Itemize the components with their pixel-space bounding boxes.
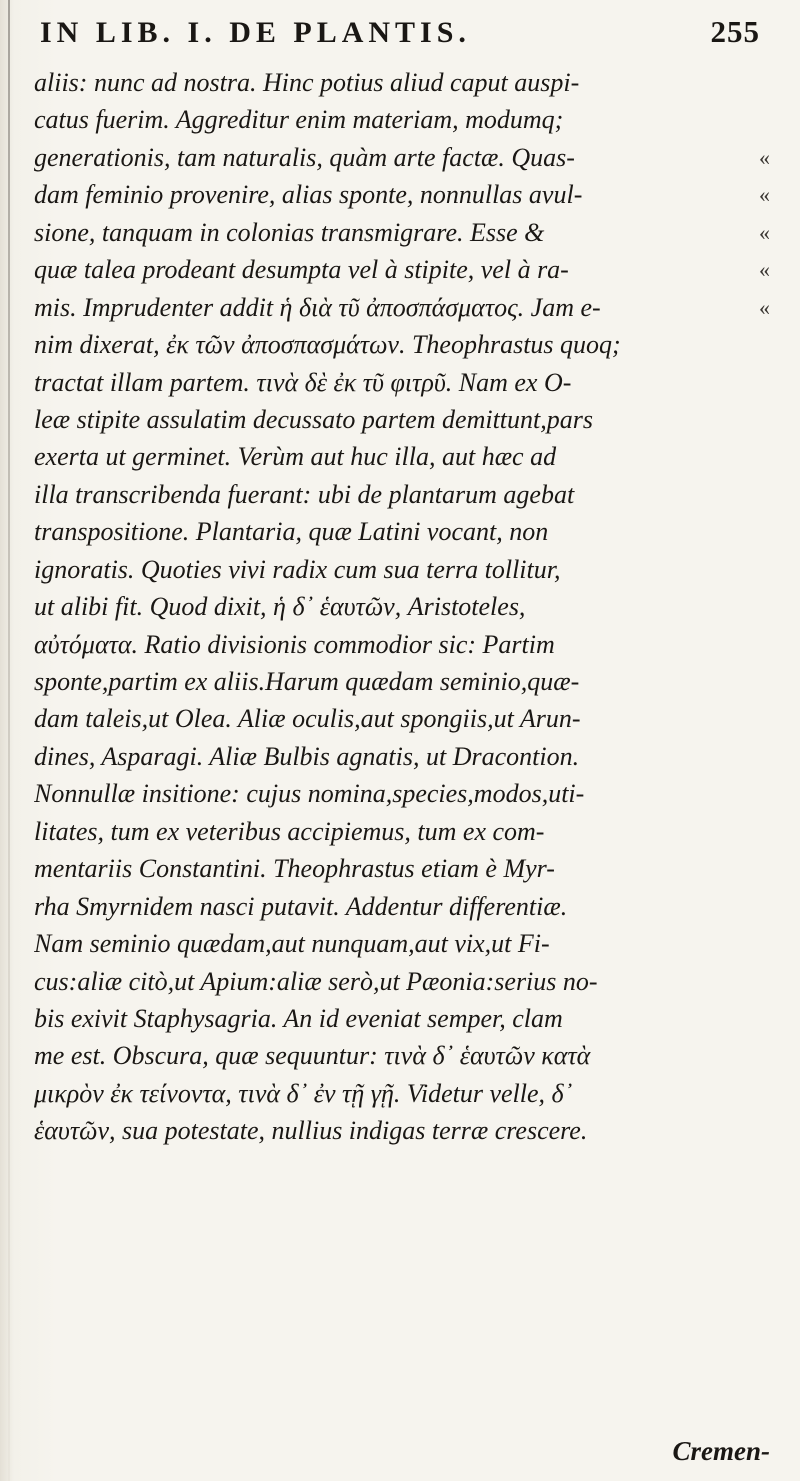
- text-line: [34, 1112, 774, 1149]
- text-line: [34, 326, 774, 363]
- text-line: [34, 551, 774, 588]
- line-text: μικρὸν ἐκ τείνοντα, τινὰ δ᾽ ἐν τῇ γῇ. Videtur velle, δ᾽: [34, 1078, 573, 1108]
- line-text: exerta ut germinet. Verùm aut huc illa, aut hæc ad: [34, 442, 557, 472]
- text-line: [34, 476, 774, 513]
- line-text: catus fuerim. Aggreditur enim materiam, modumq;: [34, 105, 564, 135]
- line-text: illa transcribenda fuerant: ubi de plantarum agebat: [34, 479, 575, 509]
- line-text: leæ stipite assulatim decussato partem demittunt,pars: [34, 404, 593, 434]
- line-text: Nonnullæ insitione: cujus nomina,species,modos,uti-: [34, 779, 585, 809]
- line-text: cus:aliæ citò,ut Apium:aliæ serò,ut Pæonia:serius no-: [34, 966, 598, 996]
- text-line: [34, 251, 774, 288]
- line-text: tractat illam partem. τινὰ δὲ ἐκ τῦ φιτρῦ. Nam ex O-: [34, 367, 572, 397]
- text-line: [34, 438, 774, 475]
- text-line: [34, 588, 774, 625]
- line-text: sponte,partim ex aliis.Harum quædam seminio,quæ-: [34, 667, 580, 696]
- text-line: [34, 775, 774, 812]
- line-text: rha Smyrnidem nasci putavit. Addentur differentiæ.: [34, 891, 568, 921]
- line-text: transpositione. Plantaria, quæ Latini vocant, non: [34, 517, 549, 547]
- line-text: ignoratis. Quoties vivi radix cum sua terra tollitur,: [34, 554, 561, 584]
- text-line: [34, 364, 774, 401]
- quotation-mark: «: [759, 144, 770, 170]
- line-text: ut alibi fit. Quod dixit, ἡ δ᾽ ἑαυτῶν, Aristoteles,: [34, 592, 526, 622]
- text-line: [34, 101, 774, 138]
- line-text: quæ talea prodeant desumpta vel à stipite, vel à ra-: [34, 255, 569, 285]
- line-text: mis. Imprudenter addit ἡ διὰ τῦ ἀποσπάσματος. Jam e-: [34, 292, 601, 322]
- text-line: [34, 1075, 774, 1112]
- line-text: mentariis Constantini. Theophrastus etiam è Myr-: [34, 854, 555, 884]
- line-text: Nam seminio quædam,aut nunquam,aut vix,ut Fi-: [34, 929, 550, 959]
- line-text: aliis: nunc ad nostra. Hinc potius aliud caput auspi-: [34, 68, 580, 97]
- line-text: dam feminio provenire, alias sponte, nonnullas avul-: [34, 180, 583, 210]
- text-body: [34, 64, 774, 1150]
- text-line: [34, 64, 774, 101]
- line-text: me est. Obscura, quæ sequuntur: τινὰ δ᾽ ἑαυτῶν κατὰ: [34, 1041, 591, 1071]
- text-line: [34, 700, 774, 737]
- catchword: Cremen-: [672, 1436, 770, 1466]
- text-line: [34, 1000, 774, 1037]
- text-line: [34, 963, 774, 1000]
- quotation-mark: «: [759, 219, 770, 245]
- line-text: ἑαυτῶν, sua potestate, nullius indigas terræ crescere.: [34, 1116, 588, 1146]
- quotation-mark: «: [759, 182, 770, 208]
- page-number: 255: [710, 14, 760, 49]
- line-text: litates, tum ex veteribus accipiemus, tum ex com-: [34, 816, 545, 846]
- text-line: [34, 738, 774, 775]
- quotation-mark: «: [759, 294, 770, 320]
- text-line: [34, 663, 774, 700]
- text-line: [34, 176, 774, 213]
- text-line: [34, 626, 774, 663]
- running-head: [40, 14, 780, 58]
- gutter-shadow: [8, 0, 10, 1481]
- quotation-mark: «: [759, 257, 770, 283]
- text-line: [34, 289, 774, 326]
- text-line: [34, 513, 774, 550]
- running-head-title: IN LIB. I. DE PLANTIS.: [40, 16, 471, 49]
- line-text: nim dixerat, ἐκ τῶν ἀποσπασμάτων. Theophrastus quoq;: [34, 330, 621, 360]
- text-line: [34, 214, 774, 251]
- line-text: bis exivit Staphysagria. An id eveniat semper, clam: [34, 1003, 563, 1033]
- text-line: [34, 401, 774, 438]
- text-line: [34, 850, 774, 887]
- text-line: [34, 813, 774, 850]
- text-line: [34, 888, 774, 925]
- line-text: dines, Asparagi. Aliæ Bulbis agnatis, ut Dracontion.: [34, 741, 580, 771]
- text-line: [34, 1037, 774, 1074]
- text-line: [34, 925, 774, 962]
- text-line: [34, 139, 774, 176]
- line-text: αὐτόματα. Ratio divisionis commodior sic: Partim: [34, 629, 555, 659]
- line-text: generationis, tam naturalis, quàm arte factæ. Quas-: [34, 142, 575, 172]
- line-text: dam taleis,ut Olea. Aliæ oculis,aut spongiis,ut Arun-: [34, 704, 581, 734]
- line-text: sione, tanquam in colonias transmigrare. Esse &: [34, 217, 545, 247]
